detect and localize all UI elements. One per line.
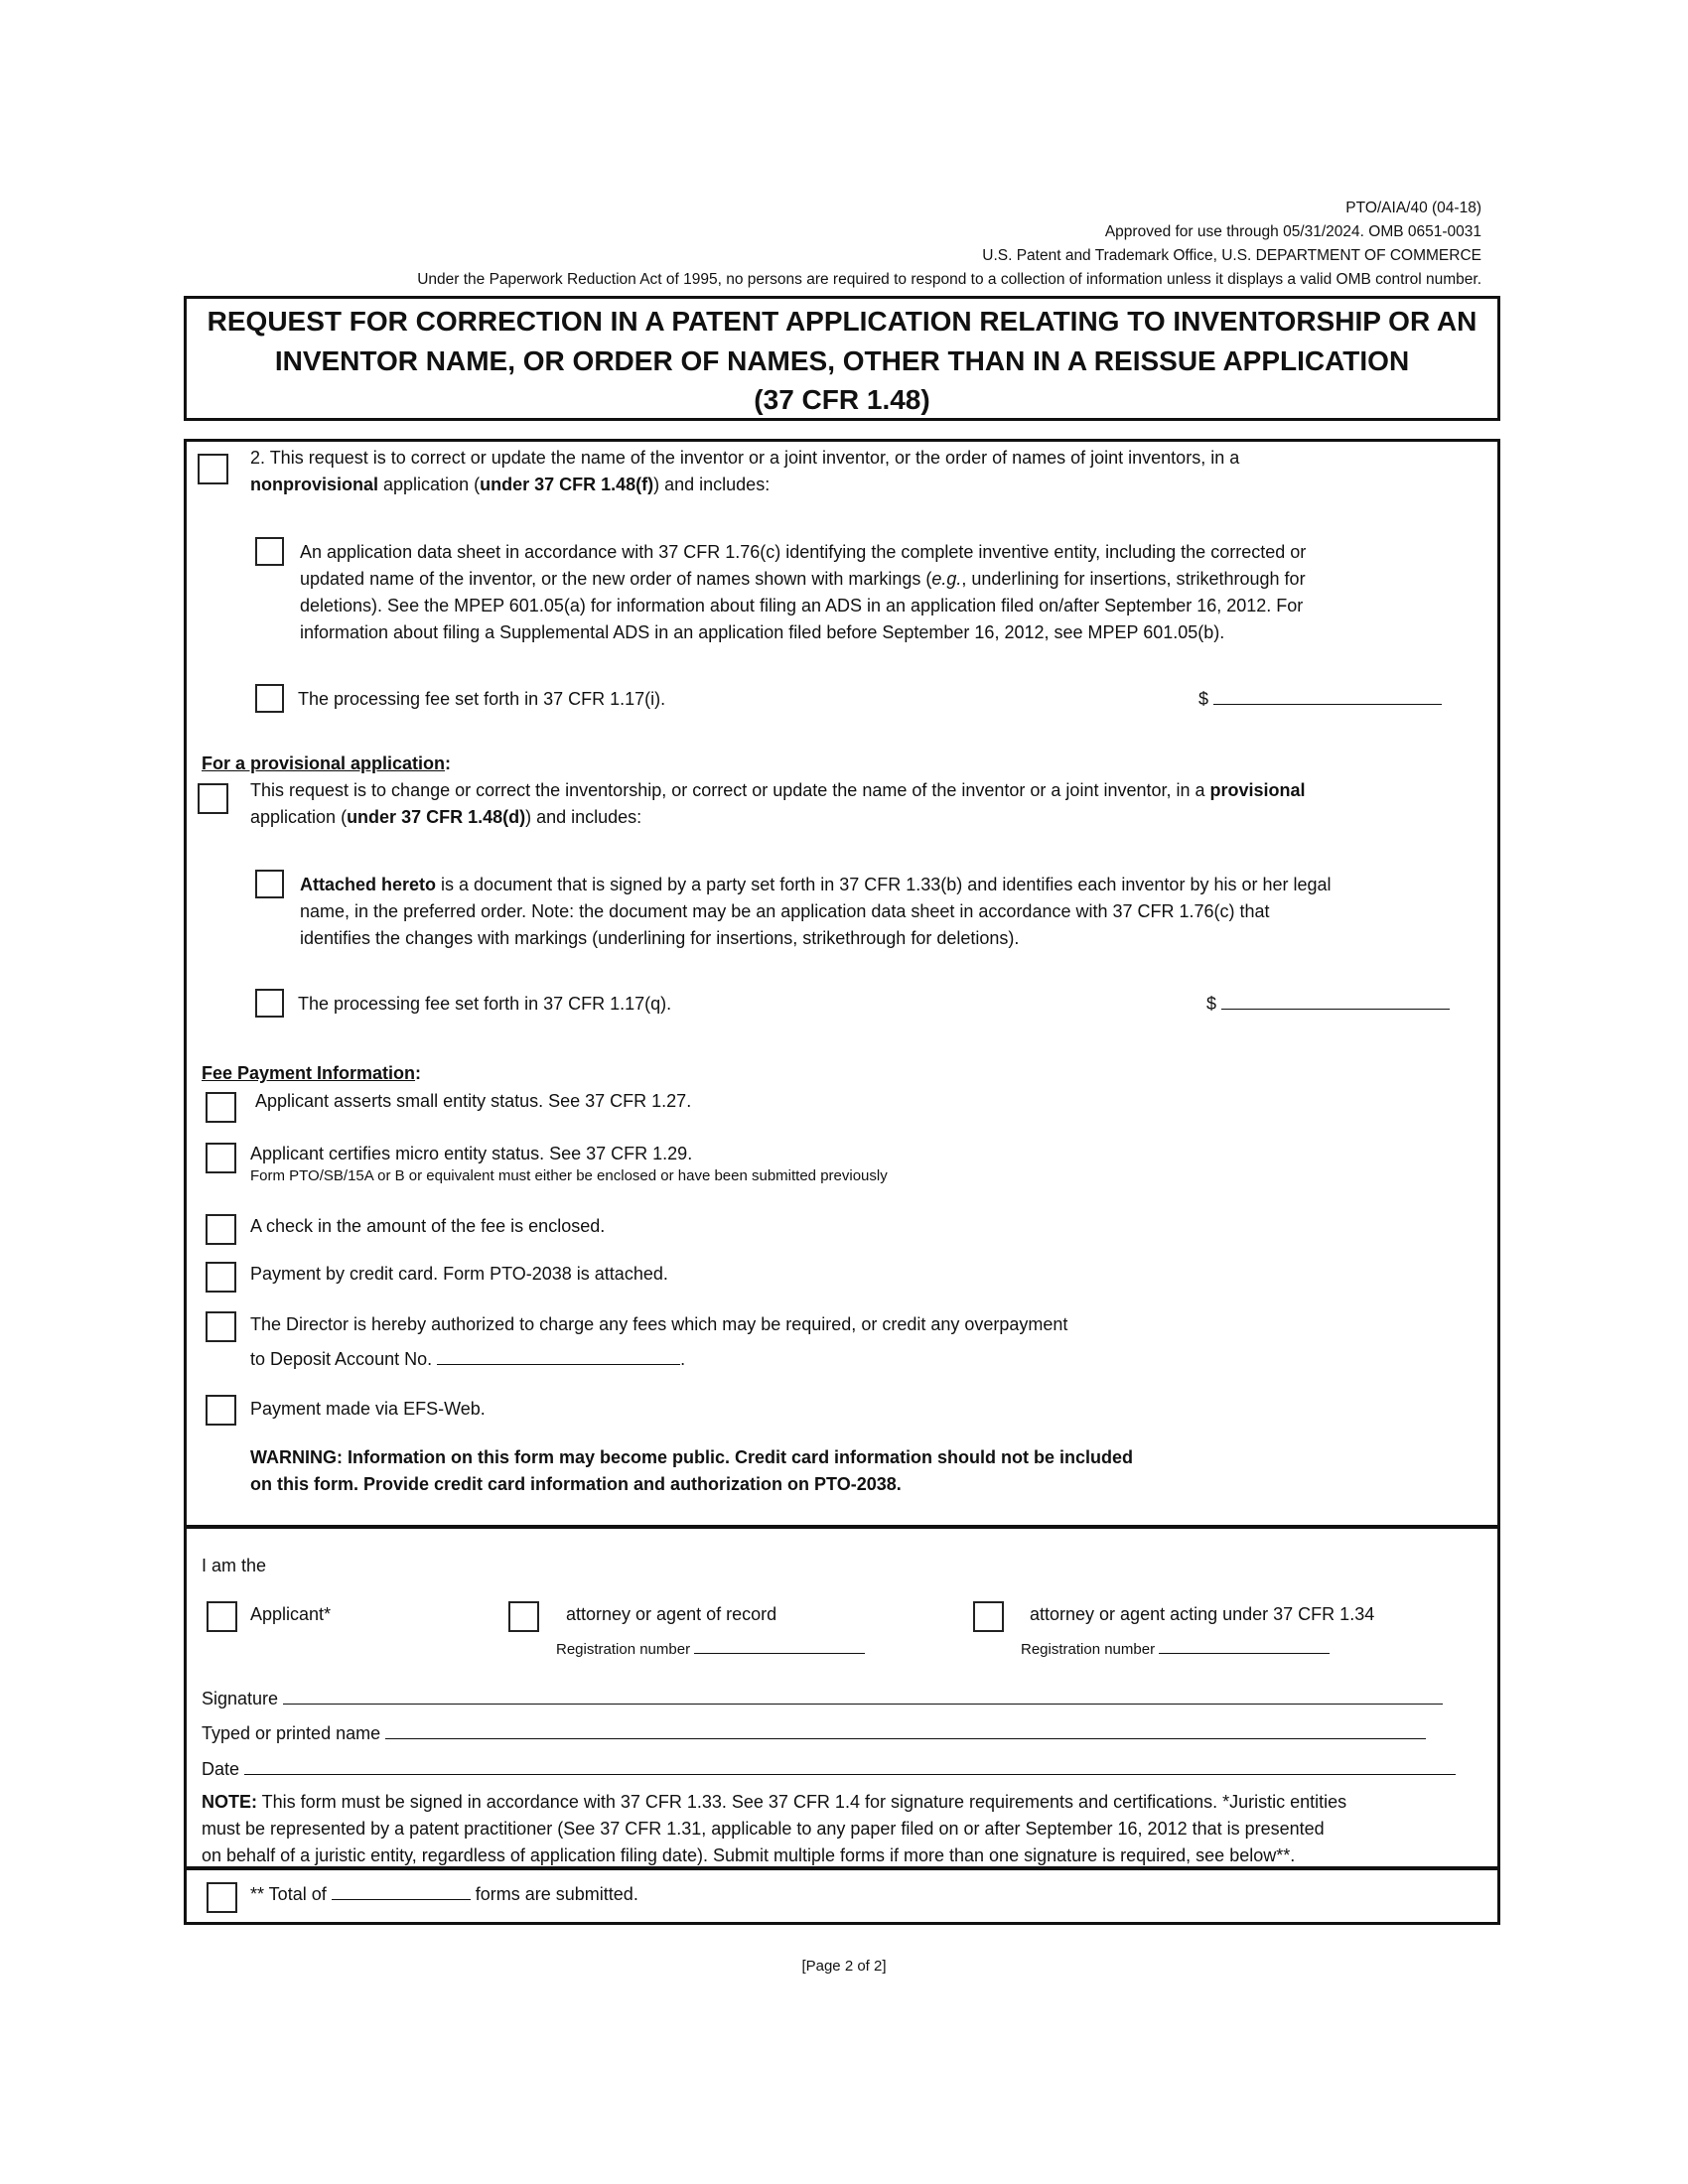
nonprovisional-request-checkbox[interactable] — [198, 454, 228, 484]
attached-line-3: identifies the changes with markings (underlining for insertions, strikethrough for deletions). — [300, 928, 1020, 948]
attorney-of-record-label: attorney or agent of record — [566, 1604, 777, 1624]
total-forms-label: ** Total of forms are submitted. — [250, 1884, 638, 1904]
micro-entity-note: Form PTO/SB/15A or B or equivalent must either be enclosed or have been submitted previously — [250, 1167, 888, 1184]
page-title-line-3: (37 CFR 1.48) — [754, 384, 930, 415]
page-number: [Page 2 of 2] — [801, 1958, 887, 1975]
ads-line-3: deletions). See the MPEP 601.05(a) for information about filing an ADS in an application filed on/after September 16, 2012. For — [300, 596, 1304, 615]
paperwork-notice: Under the Paperwork Reduction Act of 1995, no persons are required to respond to a collection of information unless it displays a valid OMB control number. — [417, 271, 1481, 288]
fee-117q-label: The processing fee set forth in 37 CFR 1.17(q). — [298, 994, 672, 1014]
ads-checkbox[interactable] — [255, 537, 284, 566]
small-entity-checkbox[interactable] — [206, 1092, 236, 1123]
ads-line-4: information about filing a Supplemental ADS in an application filed before September 16, 2012, see MPEP 601.05(b). — [300, 622, 1225, 642]
director-line-1: The Director is hereby authorized to charge any fees which may be required, or credit any overpayment — [250, 1314, 1068, 1334]
efs-web-checkbox[interactable] — [206, 1395, 236, 1426]
check-enclosed-checkbox[interactable] — [206, 1214, 236, 1245]
registration-number-134[interactable]: Registration number — [1021, 1636, 1330, 1663]
warning-line-2: on this form. Provide credit card information and authorization on PTO-2038. — [250, 1474, 902, 1494]
agency-name: U.S. Patent and Trademark Office, U.S. DEPARTMENT OF COMMERCE — [982, 247, 1481, 264]
provisional-request-checkbox[interactable] — [198, 783, 228, 814]
section2-intro-line1: 2. This request is to correct or update the name of the inventor or a joint inventor, or the order of names of joint inventors, in a — [250, 448, 1240, 468]
total-forms-checkbox[interactable] — [207, 1882, 237, 1913]
provisional-intro-line2: application (under 37 CFR 1.48(d)) and includes: — [250, 807, 642, 827]
provisional-intro-line1: This request is to change or correct the inventorship, or correct or update the name of the inventor or a joint inventor, in a provisional — [250, 780, 1306, 800]
registration-number-record[interactable]: Registration number — [556, 1636, 865, 1663]
credit-card-checkbox[interactable] — [206, 1262, 236, 1293]
note-line-1: NOTE: This form must be signed in accordance with 37 CFR 1.33. See 37 CFR 1.4 for signature requirements and certifications. *Juristic entities — [202, 1792, 1347, 1812]
applicant-checkbox[interactable] — [207, 1601, 237, 1632]
fee-117i-checkbox[interactable] — [255, 684, 284, 713]
small-entity-label: Applicant asserts small entity status. See 37 CFR 1.27. — [255, 1091, 692, 1111]
signature-field[interactable]: Signature — [202, 1686, 1443, 1712]
date-field[interactable]: Date — [202, 1756, 1456, 1783]
attached-document-checkbox[interactable] — [255, 870, 284, 898]
efs-web-label: Payment made via EFS-Web. — [250, 1399, 486, 1419]
attached-line-1: Attached hereto is a document that is signed by a party set forth in 37 CFR 1.33(b) and identifies each inventor by his or her legal — [300, 875, 1332, 894]
deposit-account-field[interactable] — [437, 1348, 680, 1365]
section2-intro-line2: nonprovisional application (under 37 CFR 1.48(f)) and includes: — [250, 475, 771, 494]
check-enclosed-label: A check in the amount of the fee is enclosed. — [250, 1216, 606, 1236]
attached-line-2: name, in the preferred order. Note: the document may be an application data sheet in accordance with 37 CFR 1.76(c) that — [300, 901, 1270, 921]
page-title-line-1: REQUEST FOR CORRECTION IN A PATENT APPLICATION RELATING TO INVENTORSHIP OR AN — [207, 306, 1477, 337]
fee-payment-heading: Fee Payment Information: — [202, 1063, 422, 1083]
applicant-label: Applicant* — [250, 1604, 332, 1624]
attorney-134-checkbox[interactable] — [973, 1601, 1004, 1632]
i-am-the-label: I am the — [202, 1556, 267, 1575]
note-line-3: on behalf of a juristic entity, regardless of application filing date). Submit multiple forms if more than one signature is required, see below**. — [202, 1845, 1296, 1865]
total-forms-count-field[interactable] — [332, 1883, 471, 1900]
provisional-heading: For a provisional application: — [202, 753, 452, 773]
form-id: PTO/AIA/40 (04-18) — [1345, 200, 1481, 216]
fee-117i-amount[interactable]: $ — [1198, 686, 1442, 713]
credit-card-label: Payment by credit card. Form PTO-2038 is attached. — [250, 1264, 668, 1284]
omb-approval: Approved for use through 05/31/2024. OMB 0651-0031 — [1104, 223, 1481, 240]
deposit-account-checkbox[interactable] — [206, 1311, 236, 1342]
title-box — [184, 296, 1500, 421]
page-title-line-2: INVENTOR NAME, OR ORDER OF NAMES, OTHER THAN IN A REISSUE APPLICATION — [274, 345, 1410, 376]
attorney-134-label: attorney or agent acting under 37 CFR 1.34 — [1030, 1604, 1375, 1624]
ads-line-1: An application data sheet in accordance with 37 CFR 1.76(c) identifying the complete inventive entity, including the corrected or — [300, 542, 1307, 562]
micro-entity-checkbox[interactable] — [206, 1143, 236, 1173]
ads-line-2: updated name of the inventor, or the new order of names shown with markings (e.g., underlining for insertions, strikethrough for — [300, 569, 1306, 589]
fee-117q-checkbox[interactable] — [255, 989, 284, 1018]
micro-entity-label: Applicant certifies micro entity status. See 37 CFR 1.29. — [250, 1144, 693, 1163]
note-line-2: must be represented by a patent practitioner (See 37 CFR 1.31, applicable to any paper filed on or after September 16, 2012 that is presented — [202, 1819, 1325, 1839]
typed-name-field[interactable]: Typed or printed name — [202, 1720, 1426, 1747]
director-line-2: to Deposit Account No. . — [250, 1349, 686, 1369]
attorney-of-record-checkbox[interactable] — [508, 1601, 539, 1632]
fee-117i-label: The processing fee set forth in 37 CFR 1.17(i). — [298, 689, 666, 709]
fee-117q-amount[interactable]: $ — [1206, 991, 1450, 1018]
warning-line-1: WARNING: Information on this form may become public. Credit card information should not be included — [250, 1447, 1134, 1467]
